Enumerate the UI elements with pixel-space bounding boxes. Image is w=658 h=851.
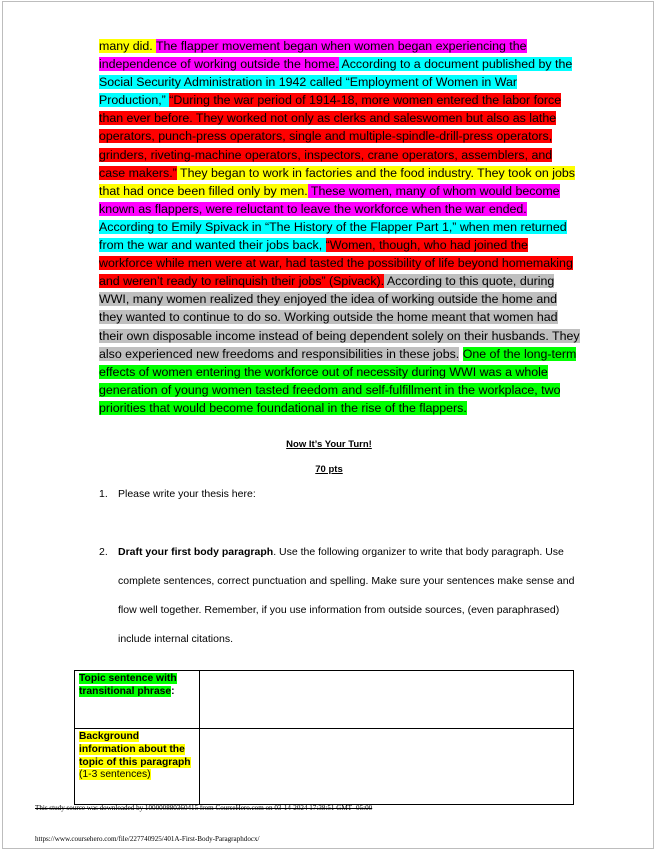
source-url[interactable]: https://www.coursehero.com/file/227740925/401A-First-Body-Paragraphdocx/ <box>35 835 260 843</box>
question-rest-text: . Use the following organizer to write that body paragraph. Use complete sentences, correct punctuation and spelling. Make sure your sentences make sense and flow well together. Remember, if you use information from outside sources, (even paraphrased) include internal citations. <box>118 546 575 645</box>
question-number: 1. <box>99 488 108 500</box>
text-segment-claim: These women, many of whom would become known as flappers, were reluctant to leave the workforce when the war ended. <box>99 183 560 216</box>
points-label: 70 pts <box>315 464 343 475</box>
text-segment-conclusion: One of the long-term effects of women entering the workforce out of necessity during WWI was a whole generation of young women tasted freedom and self-fulfillment in the workplace, two priorities that would become foundational in the rise of the flappers. <box>99 346 577 415</box>
organizer-label-cell <box>75 729 200 805</box>
organizer-label-cell <box>75 671 200 729</box>
text-segment-background: They began to work in factories and the food industry. They took on jobs that had once been filled only by men. <box>99 165 575 198</box>
text-segment-topic-sentence: The flapper movement began when women began experiencing the independence of working outside the home. <box>99 39 527 72</box>
paragraph-organizer-table <box>74 670 574 805</box>
organizer-row <box>75 729 574 805</box>
topic-sentence-label: Topic sentence with transitional phrase <box>79 673 177 697</box>
background-info-answer-cell[interactable] <box>200 729 574 805</box>
question-number: 2. <box>99 546 108 558</box>
text-segment-citation-intro-2: According to Emily Spivack in “The History of the Flapper Part 1,” when men returned from the war and wanted their jobs back, <box>99 219 567 253</box>
essay-paragraph <box>99 37 581 417</box>
text-segment-quote-2: “Women, though, who had joined the workforce while men were at war, had tasted the possibility of life beyond homemaking and weren’t ready to relinquish their jobs” (Spivack). <box>99 238 573 289</box>
question-bold-text: Draft your first body paragraph <box>118 546 274 558</box>
topic-sentence-answer-cell[interactable] <box>200 671 574 729</box>
question-text: Please write your thesis here: <box>118 488 256 500</box>
text-segment-analysis: According to this quote, during WWI, many women realized they enjoyed the idea of working outside the home and they wanted to continue to do so. Working outside the home meant that women had their own disposable income instead of being dependent solely on their husbands. They also experienced new freedoms and responsibilities in these jobs. <box>99 274 580 361</box>
organizer-row <box>75 671 574 729</box>
text-segment-citation-intro: According to a document published by the Social Security Administration in 1942 called “Employment of Women in War Production,” <box>99 57 573 108</box>
background-info-label: Background information about the topic of this paragraph <box>79 731 191 768</box>
text-segment-transition: many did. <box>99 39 156 53</box>
text-segment-quote: “During the war period of 1914-18, more women entered the labor force than ever before. They worked not only as clerks and saleswomen but also as lathe operators, punch-press operators, single and multiple-spindle-drill-press operators, grinders, riveting-machine operators, inspectors, crane operators, assemblers, and case makers.” <box>99 93 562 180</box>
background-info-note: (1-3 sentences) <box>79 769 151 781</box>
download-watermark: This study source was downloaded by 100000880360415 from CourseHero.com on 03-14-2024 17:38:51 GMT -05:00 <box>35 804 373 812</box>
question-text <box>118 538 588 654</box>
section-title: Now It’s Your Turn! <box>286 439 372 450</box>
label-colon: : <box>171 685 175 697</box>
